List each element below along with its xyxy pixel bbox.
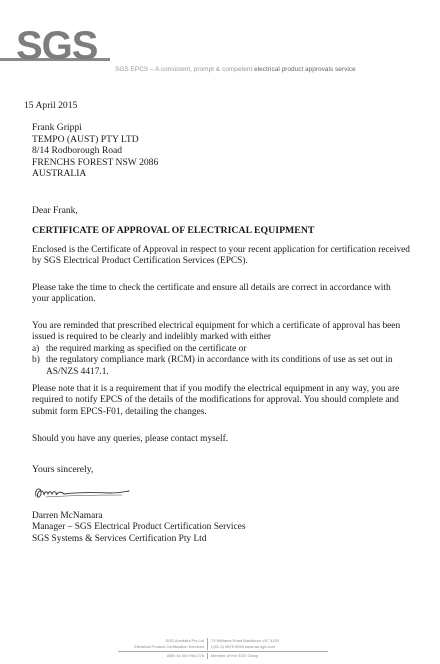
logo-text: SGS (16, 24, 98, 68)
tagline-part1: SGS EPCS – A consistent, prompt & competent (115, 66, 253, 73)
signer-org: SGS Systems & Services Certification Pty Ltd (32, 533, 207, 544)
letter-heading: CERTIFICATE OF APPROVAL OF ELECTRICAL EQUIPMENT (32, 225, 315, 236)
closing: Yours sincerely, (32, 464, 94, 475)
footer-divider (118, 651, 328, 652)
tagline (115, 66, 356, 73)
list-item (32, 344, 410, 355)
marking-options-list (32, 344, 410, 378)
list-marker: a) (32, 344, 40, 354)
list-text: the required marking as specified on the certificate or (46, 344, 247, 354)
footer-phone: t (61-3) 9875 5050 www.au.sgs.com (211, 644, 276, 649)
recipient-name: Frank Grippi (32, 122, 82, 133)
paragraph-3: You are reminded that prescribed electrical equipment for which a certificate of approval has been issued is required to be clearly and indelibly marked with either (32, 321, 401, 343)
recipient-street: 8/14 Rodborough Road (32, 145, 123, 157)
recipient-company: TEMPO (AUST) PTY LTD (32, 133, 139, 145)
list-text: the regulatory compliance mark (RCM) in accordance with its conditions of use as set out in AS/NZS 4417.1. (46, 355, 393, 377)
list-item (32, 355, 410, 378)
letter-date: 15 April 2015 (24, 100, 78, 111)
signer-block (32, 511, 245, 545)
salutation: Dear Frank, (32, 205, 78, 216)
recipient-address (32, 122, 158, 180)
signature (32, 482, 132, 504)
footer-company: SGS Australia Pty Ltd (118, 638, 208, 644)
tagline-part2: electrical product approvals service (254, 66, 356, 73)
signer-title: Manager – SGS Electrical Product Certification Services (32, 522, 246, 533)
footer-division: Electrical Product Certification Services (118, 644, 208, 650)
footer-address: 73 Williams Road Blackburn VIC 3130 (211, 638, 279, 643)
recipient-city: FRENCHS FOREST NSW 2086 (32, 156, 159, 168)
paragraph-4: Please note that it is a requirement that if you modify the electrical equipment in any way, you are required to notify EPCS of the details of the modifications for approval. You should complete and submit form EPCS-F01, detailing the changes. (32, 384, 400, 417)
footer-abn: ABN 44 000 964 278 (118, 653, 208, 659)
recipient-country: AUSTRALIA (32, 168, 87, 180)
list-marker: b) (32, 355, 40, 366)
paragraph-5: Should you have any queries, please contact myself. (32, 434, 229, 444)
paragraph-1: Enclosed is the Certificate of Approval in respect to your recent application for certification received by SGS Electrical Product Certification Services (EPCS). (32, 245, 410, 267)
signer-name: Darren McNamara (32, 511, 103, 521)
paragraph-2: Please take the time to check the certificate and ensure all details are correct in accordance with your application. (32, 283, 391, 305)
footer (118, 638, 328, 659)
footer-group: Member of the SGS Group (211, 653, 259, 658)
